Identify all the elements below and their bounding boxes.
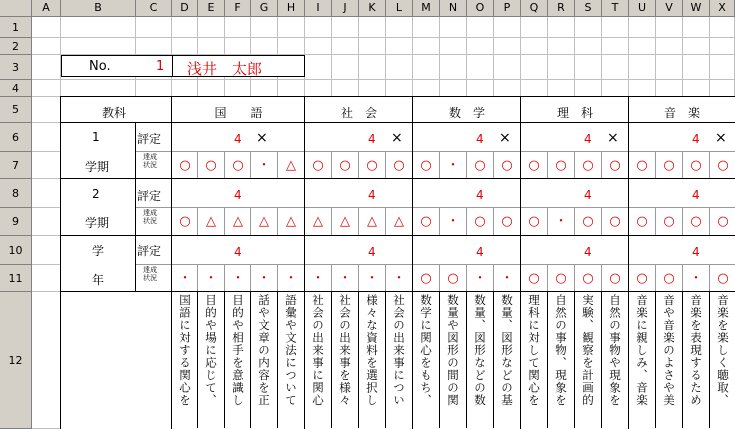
table-border <box>224 291 225 428</box>
achievement-mark: △ <box>286 158 296 173</box>
achievement-mark: ○ <box>474 214 486 229</box>
hyotei-label-3: 評定 <box>137 244 162 258</box>
table-border <box>358 207 359 235</box>
table-border <box>197 291 198 428</box>
achievement-mark: ・ <box>338 271 352 286</box>
table-border <box>439 151 440 178</box>
achievement-mark: ○ <box>339 158 351 173</box>
table-border <box>601 291 602 428</box>
achievement-mark: ○ <box>663 271 675 286</box>
achievement-mark: ○ <box>420 158 432 173</box>
achievement-mark: ○ <box>717 271 729 286</box>
table-border <box>709 207 710 235</box>
table-border <box>601 207 602 235</box>
table-border <box>135 122 136 291</box>
table-border <box>277 151 278 178</box>
table-border <box>439 207 440 235</box>
criteria-description: 音楽を表現するため <box>689 294 703 407</box>
table-border <box>682 207 683 235</box>
sheet-grid[interactable] <box>32 17 735 429</box>
cross-mark: × <box>715 130 727 146</box>
table-border <box>224 151 225 178</box>
table-border <box>250 151 251 178</box>
criteria-description: 数量や図形の間の関 <box>446 294 460 407</box>
table-border <box>61 96 735 97</box>
grade-value: 4 <box>476 245 484 259</box>
grade-value: 4 <box>692 188 700 202</box>
criteria-description: 目的や場に応じて、 <box>204 294 218 407</box>
achievement-mark: ・ <box>689 271 703 286</box>
column-header-n[interactable]: N <box>440 0 467 17</box>
table-border <box>385 264 386 291</box>
cross-mark: × <box>256 130 268 146</box>
achievement-mark: ○ <box>447 271 459 286</box>
grade-value: 4 <box>234 132 242 146</box>
table-border <box>61 291 735 292</box>
grade-value: 4 <box>234 188 242 202</box>
column-header-x[interactable]: X <box>710 0 735 17</box>
achievement-mark: ○ <box>366 158 378 173</box>
table-border <box>709 151 710 178</box>
table-border <box>655 291 656 428</box>
achievement-mark: ○ <box>663 158 675 173</box>
achievement-mark: ○ <box>717 158 729 173</box>
column-header-f[interactable]: F <box>225 0 251 17</box>
table-border <box>493 151 494 178</box>
achievement-mark: ・ <box>311 271 325 286</box>
row-header-2[interactable]: 2 <box>0 38 32 55</box>
achievement-mark: ○ <box>690 158 702 173</box>
criteria-description: 自然の事物や現象を <box>608 294 622 407</box>
achievement-mark: ・ <box>473 271 487 286</box>
criteria-description: 理科に対して関心を <box>527 294 541 407</box>
achievement-mark: ・ <box>284 271 298 286</box>
table-border <box>277 207 278 235</box>
table-border <box>655 151 656 178</box>
column-header-u[interactable]: U <box>629 0 656 17</box>
table-border <box>250 207 251 235</box>
achievement-mark: ○ <box>609 158 621 173</box>
table-border <box>331 264 332 291</box>
table-border <box>520 96 521 429</box>
table-border <box>466 151 467 178</box>
table-border <box>439 291 440 428</box>
table-border <box>171 96 172 429</box>
achievement-mark: ○ <box>582 158 594 173</box>
table-border <box>574 264 575 291</box>
subject-label: 教科 <box>102 106 127 120</box>
achievement-mark: ・ <box>500 271 514 286</box>
achievement-mark: ○ <box>501 214 513 229</box>
achievement-mark: △ <box>259 214 269 229</box>
subject-header: 数 学 <box>448 106 485 120</box>
column-header-b[interactable]: B <box>61 0 136 17</box>
table-border <box>709 291 710 428</box>
grade-value: 4 <box>476 188 484 202</box>
table-border <box>197 151 198 178</box>
achievement-mark: △ <box>313 214 323 229</box>
grade-value: 4 <box>584 245 592 259</box>
column-header-v[interactable]: V <box>656 0 683 17</box>
column-header-c[interactable]: C <box>136 0 172 17</box>
column-header-d[interactable]: D <box>172 0 198 17</box>
row-header-11[interactable]: 11 <box>0 265 32 292</box>
subject-header: 音 楽 <box>663 106 700 120</box>
column-header-o[interactable]: O <box>467 0 494 17</box>
criteria-description: 社会の出来事に関心 <box>311 294 325 407</box>
table-border <box>682 264 683 291</box>
achievement-mark: ○ <box>528 158 540 173</box>
grade-value: 4 <box>584 188 592 202</box>
table-border <box>385 151 386 178</box>
table-border <box>385 291 386 428</box>
grade-value: 4 <box>584 132 592 146</box>
select-all-corner[interactable] <box>0 0 32 17</box>
table-border <box>358 151 359 178</box>
no-value: 1 <box>156 59 165 74</box>
criteria-description: 音楽を楽しく聴取、 <box>716 294 730 407</box>
achievement-mark: ・ <box>257 271 271 286</box>
achievement-mark: ○ <box>528 271 540 286</box>
row-header-3[interactable]: 3 <box>0 55 32 80</box>
grade-value: 4 <box>692 245 700 259</box>
table-border <box>574 291 575 428</box>
achievement-mark: ○ <box>582 214 594 229</box>
criteria-description: 実験、観察を計画的 <box>581 294 595 407</box>
achievement-mark: ○ <box>555 158 567 173</box>
criteria-description: 社会の出来事を様々 <box>338 294 352 407</box>
achievement-mark: ・ <box>178 271 192 286</box>
achievement-mark: ・ <box>554 214 568 229</box>
achievement-mark: ○ <box>179 214 191 229</box>
table-border <box>331 291 332 428</box>
achievement-mark: ・ <box>204 271 218 286</box>
achievement-mark: ○ <box>179 158 191 173</box>
row-header-4[interactable]: 4 <box>0 80 32 97</box>
column-header-w[interactable]: W <box>683 0 710 17</box>
table-border <box>61 178 735 179</box>
achievement-mark: ○ <box>609 214 621 229</box>
table-border <box>628 96 629 429</box>
table-border <box>136 207 735 208</box>
no-label: No. <box>89 59 111 74</box>
grid-line <box>32 37 735 38</box>
table-border <box>682 291 683 428</box>
grade-value: 4 <box>368 132 376 146</box>
table-border <box>655 207 656 235</box>
achievement-mark: ○ <box>636 214 648 229</box>
achievement-mark: ○ <box>474 158 486 173</box>
subject-header: 国 語 <box>214 106 263 120</box>
grid-line <box>32 79 735 80</box>
table-border <box>547 151 548 178</box>
criteria-description: 国語に対する関心を <box>178 294 192 407</box>
row-header-10[interactable]: 10 <box>0 236 32 265</box>
row-header-8[interactable]: 8 <box>0 179 32 208</box>
table-border <box>547 207 548 235</box>
achievement-mark: △ <box>340 214 350 229</box>
table-border <box>358 291 359 428</box>
table-border <box>61 122 735 123</box>
achievement-mark: ○ <box>205 158 217 173</box>
row-header-7[interactable]: 7 <box>0 152 32 179</box>
cross-mark: × <box>391 130 403 146</box>
achievement-mark: ・ <box>257 158 271 173</box>
subject-header: 社 会 <box>340 106 377 120</box>
achievement-mark: ○ <box>501 158 513 173</box>
table-border <box>466 207 467 235</box>
column-header-s[interactable]: S <box>575 0 602 17</box>
table-border <box>136 264 735 265</box>
year-label-1: 学 <box>92 244 105 258</box>
column-header-m[interactable]: M <box>413 0 440 17</box>
achievement-mark: ○ <box>555 271 567 286</box>
achievement-mark: ・ <box>365 271 379 286</box>
achievement-mark: ○ <box>582 271 594 286</box>
grade-value: 4 <box>476 132 484 146</box>
column-header-a[interactable]: A <box>32 0 61 17</box>
criteria-description: 語彙や文法について <box>284 294 298 407</box>
achievement-mark: ○ <box>717 214 729 229</box>
grade-value: 4 <box>692 132 700 146</box>
column-header-j[interactable]: J <box>332 0 359 17</box>
table-border <box>493 207 494 235</box>
achievement-mark: ○ <box>636 158 648 173</box>
term2-label: 2 <box>92 187 100 201</box>
row-header-9[interactable]: 9 <box>0 208 32 236</box>
criteria-description: 目的や相手を意識し <box>231 294 245 407</box>
table-border <box>60 96 61 429</box>
achievement-mark: ・ <box>446 214 460 229</box>
achievement-mark: △ <box>233 214 243 229</box>
criteria-description: 様々な資料を選択し <box>365 294 379 407</box>
table-border <box>358 264 359 291</box>
table-border <box>136 151 735 152</box>
row-header-6[interactable]: 6 <box>0 123 32 152</box>
criteria-description: 音楽に親しみ、音楽 <box>635 294 649 407</box>
achievement-mark: ○ <box>232 158 244 173</box>
table-border <box>304 96 305 429</box>
table-border <box>682 151 683 178</box>
table-border <box>574 151 575 178</box>
achievement-mark: ・ <box>231 271 245 286</box>
grade-value: 4 <box>234 245 242 259</box>
table-border <box>493 264 494 291</box>
criteria-description: 数量、図形などの数 <box>473 294 487 407</box>
student-name: 浅井 太郎 <box>187 60 263 78</box>
achievement-mark: ○ <box>690 214 702 229</box>
criteria-description: 話や文章の内容を正 <box>257 294 271 407</box>
subject-header: 理 科 <box>556 106 593 120</box>
hyotei-label-1: 評定 <box>137 132 162 146</box>
term1-gakki-label: 学期 <box>85 160 110 174</box>
tassei-label-3: 達成状況 <box>143 266 157 282</box>
achievement-mark: △ <box>367 214 377 229</box>
table-border <box>250 291 251 428</box>
grade-value: 4 <box>368 245 376 259</box>
year-label-2: 年 <box>92 273 105 287</box>
table-border <box>250 264 251 291</box>
achievement-mark: ・ <box>446 158 460 173</box>
column-header-k[interactable]: K <box>359 0 386 17</box>
column-header-q[interactable]: Q <box>521 0 548 17</box>
cross-mark: × <box>607 130 619 146</box>
table-border <box>331 207 332 235</box>
row-header-12[interactable]: 12 <box>0 292 32 429</box>
tassei-label-1: 達成状況 <box>143 153 157 169</box>
achievement-mark: ○ <box>636 271 648 286</box>
table-border <box>493 291 494 428</box>
term2-gakki-label: 学期 <box>85 216 110 230</box>
table-border <box>547 264 548 291</box>
column-header-i[interactable]: I <box>305 0 332 17</box>
table-border <box>709 264 710 291</box>
criteria-description: 自然の事物、現象を <box>554 294 568 407</box>
table-border <box>197 207 198 235</box>
achievement-mark: ・ <box>392 271 406 286</box>
row-header-1[interactable]: 1 <box>0 17 32 38</box>
hyotei-label-2: 評定 <box>137 189 162 203</box>
column-header-l[interactable]: L <box>386 0 413 17</box>
table-border <box>412 96 413 429</box>
table-border <box>331 151 332 178</box>
table-border <box>197 264 198 291</box>
table-border <box>277 264 278 291</box>
achievement-mark: ○ <box>393 158 405 173</box>
achievement-mark: △ <box>394 214 404 229</box>
column-header-r[interactable]: R <box>548 0 575 17</box>
cross-mark: × <box>499 130 511 146</box>
table-border <box>224 264 225 291</box>
column-header-h[interactable]: H <box>278 0 305 17</box>
achievement-mark: △ <box>206 214 216 229</box>
table-border <box>466 291 467 428</box>
table-border <box>224 207 225 235</box>
column-header-t[interactable]: T <box>602 0 629 17</box>
criteria-description: 数学に関心をもち、 <box>419 294 433 407</box>
column-header-g[interactable]: G <box>251 0 278 17</box>
achievement-mark: ○ <box>609 271 621 286</box>
tassei-label-2: 達成状況 <box>143 209 157 225</box>
table-border <box>547 291 548 428</box>
table-border <box>601 151 602 178</box>
achievement-mark: ○ <box>663 214 675 229</box>
table-border <box>601 264 602 291</box>
term1-label: 1 <box>92 130 100 144</box>
achievement-mark: ○ <box>528 214 540 229</box>
column-header-e[interactable]: E <box>198 0 225 17</box>
grade-value: 4 <box>368 188 376 202</box>
table-border <box>466 264 467 291</box>
achievement-mark: ○ <box>420 214 432 229</box>
table-border <box>277 291 278 428</box>
achievement-mark: △ <box>286 214 296 229</box>
column-header-p[interactable]: P <box>494 0 521 17</box>
achievement-mark: ○ <box>420 271 432 286</box>
criteria-description: 数量、図形などの基 <box>500 294 514 407</box>
row-header-5[interactable]: 5 <box>0 97 32 123</box>
criteria-description: 音や音楽のよさや美 <box>662 294 676 407</box>
table-border <box>655 264 656 291</box>
table-border <box>61 235 735 236</box>
criteria-description: 社会の出来事につい <box>392 294 406 407</box>
table-border <box>439 264 440 291</box>
table-border <box>574 207 575 235</box>
table-border <box>385 207 386 235</box>
achievement-mark: ○ <box>312 158 324 173</box>
